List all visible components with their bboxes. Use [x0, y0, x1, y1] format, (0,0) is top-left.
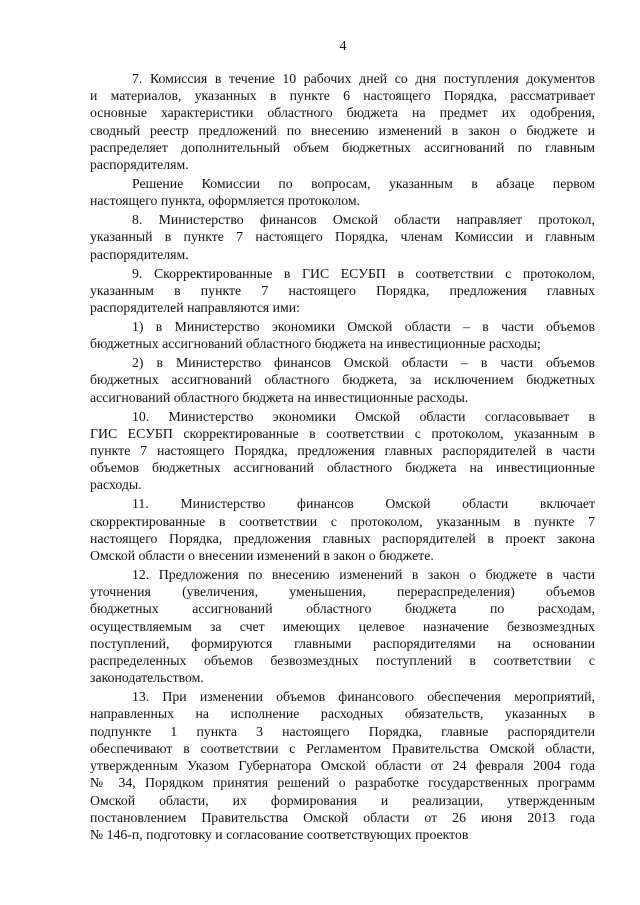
paragraph — [90, 265, 595, 317]
paragraph-line: поступлений, формируются главными распорядителями на основании — [90, 635, 595, 651]
paragraph-line: законодательством. — [90, 670, 204, 686]
paragraph-line: настоящего пункта, оформляется протоколом. — [90, 193, 361, 209]
paragraph-line: 9. Скорректированные в ГИС ЕСУБП в соответствии с протоколом, — [132, 265, 595, 281]
paragraph-line: Омской области о внесении изменений в закон о бюджете. — [90, 548, 434, 564]
paragraph-line: Решение Комиссии по вопросам, указанным в абзаце первом — [132, 176, 595, 192]
paragraph-line: № 146-п, подготовку и согласование соответствующих проектов — [90, 826, 469, 842]
paragraph-line: направленных на исполнение расходных обязательств, указанных в — [90, 706, 595, 722]
paragraph — [90, 175, 595, 209]
paragraph-line: бюджетных ассигнований областного бюджета, за исключением бюджетных — [90, 372, 595, 388]
paragraph-line: обеспечивают в соответствии с Регламентом Правительства Омской области, — [90, 740, 595, 756]
paragraph-line: 1) в Министерство экономики Омской области – в части объемов — [132, 319, 595, 335]
paragraph-line: постановлением Правительства Омской области от 26 июня 2013 года — [90, 809, 595, 825]
paragraph-line: 11. Министерство финансов Омской области включает — [132, 496, 595, 512]
paragraph-line: расходы. — [90, 477, 142, 493]
paragraph-line: подпункте 1 пункта 3 настоящего Порядка, главные распорядители — [90, 723, 595, 739]
paragraph-line: и материалов, указанных в пункте 6 настоящего Порядка, рассматривает — [90, 88, 595, 104]
paragraph-line: 13. При изменении объемов финансового обеспечения мероприятий, — [132, 689, 595, 705]
paragraph — [90, 566, 595, 686]
paragraph-line: скорректированные в соответствии с протоколом, указанным в пункте 7 — [90, 513, 595, 529]
paragraph-line: 7. Комиссия в течение 10 рабочих дней со дня поступления документов — [132, 71, 595, 86]
paragraph-line: № 34, Порядком принятия решений о разработке государственных программ — [90, 775, 595, 791]
paragraph-line: распределенных объемов безвозмездных поступлений в соответствии с — [90, 653, 595, 669]
paragraph-line: ассигнований областного бюджета на инвестиционные расходы. — [90, 389, 469, 405]
paragraph-line: объемов бюджетных ассигнований областного бюджета на инвестиционные — [90, 460, 595, 476]
paragraph — [90, 318, 595, 352]
paragraph-line: распорядителям. — [90, 246, 189, 262]
paragraph — [90, 211, 595, 263]
paragraph-line: распорядителям. — [90, 157, 189, 173]
paragraph-line: 2) в Министерство финансов Омской области – в части объемов — [132, 355, 595, 371]
paragraph-line: основные характеристики областного бюджета на предмет их одобрения, — [90, 105, 595, 121]
paragraph — [90, 70, 595, 173]
paragraph-line: 12. Предложения по внесению изменений в закон о бюджете в части — [132, 567, 595, 583]
paragraph-line: сводный реестр предложений по внесению изменений в закон о бюджете и — [90, 122, 595, 138]
paragraph-line: распорядителей направляются ими: — [90, 300, 300, 316]
paragraph — [90, 408, 595, 494]
paragraph-line: бюджетных ассигнований областного бюджета на инвестиционные расходы; — [90, 336, 541, 352]
paragraph-line: 10. Министерство экономики Омской области согласовывает в — [132, 408, 595, 424]
paragraph-line: указанным в пункте 7 настоящего Порядка, предложения главных — [90, 282, 595, 298]
paragraph — [90, 354, 595, 406]
paragraph-line: уточнения (увеличения, уменьшения, перераспределения) объемов — [90, 584, 595, 600]
page-number: 4 — [339, 39, 347, 54]
paragraph — [90, 688, 595, 843]
paragraph-line: распределяет дополнительный объем бюджетных ассигнований по главным — [90, 139, 595, 155]
paragraph-line: 8. Министерство финансов Омской области направляет протокол, — [132, 212, 595, 228]
paragraph-line: осуществляемым за счет имеющих целевое назначение безвозмездных — [90, 618, 595, 634]
document-body — [90, 70, 595, 845]
paragraph-line: настоящего Порядка, предложения главных распорядителей в проект закона — [90, 530, 595, 546]
paragraph-line: бюджетных ассигнований областного бюджета по расходам, — [90, 601, 595, 617]
paragraph-line: указанный в пункте 7 настоящего Порядка, членам Комиссии и главным — [90, 229, 595, 245]
paragraph-line: утвержденным Указом Губернатора Омской области от 24 февраля 2004 года — [90, 758, 595, 774]
paragraph-line: пункте 7 настоящего Порядка, предложения главных распорядителей в части — [90, 443, 595, 459]
paragraph — [90, 495, 595, 564]
paragraph-line: ГИС ЕСУБП скорректированные в соответствии с протоколом, указанным в — [90, 425, 595, 441]
paragraph-line: Омской области, их формирования и реализации, утвержденным — [90, 792, 595, 808]
